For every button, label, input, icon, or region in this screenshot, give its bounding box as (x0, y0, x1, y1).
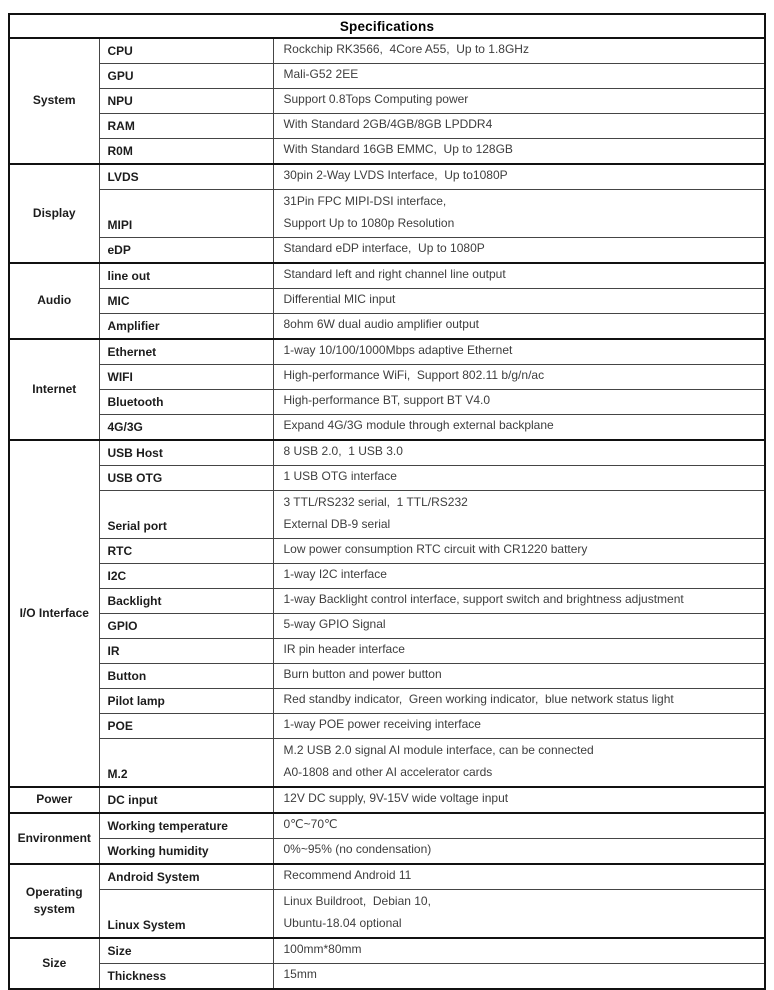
spec-item-value-android-system (273, 864, 765, 890)
spec-item-value-button (273, 664, 765, 689)
spec-row-r0m (9, 139, 765, 165)
spec-item-value-linux-system (273, 890, 765, 939)
specifications-table-body (9, 14, 765, 989)
spec-item-value-ethernet (273, 339, 765, 365)
spec-item-value-npu (273, 89, 765, 114)
spec-item-value-cpu (273, 38, 765, 64)
spec-item-value-i2c (273, 564, 765, 589)
spec-item-label-working-humidity: Working humidity (99, 839, 273, 865)
spec-value-line: Differential MIC input (283, 292, 396, 306)
spec-row-working-humidity (9, 839, 765, 865)
spec-row-line-out (9, 263, 765, 289)
spec-item-value-rtc (273, 539, 765, 564)
spec-item-label-gpio: GPIO (99, 614, 273, 639)
spec-value-line: Ubuntu-18.04 optional (283, 916, 402, 930)
spec-item-label-size: Size (99, 938, 273, 964)
spec-row-bluetooth (9, 390, 765, 415)
spec-item-label-ethernet: Ethernet (99, 339, 273, 365)
spec-item-label-amplifier: Amplifier (99, 314, 273, 340)
category-cell-internet: Internet (9, 339, 99, 440)
spec-value-line: 8 USB 2.0, 1 USB 3.0 (283, 444, 403, 458)
spec-row-i2c (9, 564, 765, 589)
category-cell-audio: Audio (9, 263, 99, 339)
specifications-table (8, 13, 766, 990)
spec-row-dc-input (9, 787, 765, 813)
spec-value-line: Standard left and right channel line output (283, 267, 506, 281)
spec-row-edp (9, 238, 765, 264)
spec-item-value-ram (273, 114, 765, 139)
spec-row-gpio (9, 614, 765, 639)
spec-row-linux-system (9, 890, 765, 939)
spec-value-line: Expand 4G/3G module through external backplane (283, 418, 554, 432)
spec-value-line: M.2 USB 2.0 signal AI module interface, can be connected (283, 743, 594, 757)
spec-value-line: 100mm*80mm (283, 942, 362, 956)
spec-item-label-thickness: Thickness (99, 964, 273, 990)
spec-row-rtc (9, 539, 765, 564)
spec-row-size (9, 938, 765, 964)
spec-item-label-r0m: R0M (99, 139, 273, 165)
spec-value-line: 1-way 10/100/1000Mbps adaptive Ethernet (283, 343, 513, 357)
spec-row-cpu (9, 38, 765, 64)
spec-item-label-m-2: M.2 (99, 739, 273, 788)
spec-value-line: Low power consumption RTC circuit with CR1220 battery (283, 542, 588, 556)
spec-item-value-poe (273, 714, 765, 739)
spec-item-value-mic (273, 289, 765, 314)
spec-item-label-ram: RAM (99, 114, 273, 139)
spec-value-line: 0℃~70℃ (283, 817, 338, 831)
spec-item-value-thickness (273, 964, 765, 990)
spec-item-label-button: Button (99, 664, 273, 689)
spec-row-amplifier (9, 314, 765, 340)
spec-item-value-gpu (273, 64, 765, 89)
spec-item-value-working-humidity (273, 839, 765, 865)
spec-row-4g-3g (9, 415, 765, 441)
spec-row-ram (9, 114, 765, 139)
spec-value-line: Red standby indicator, Green working indicator, blue network status light (283, 692, 674, 706)
spec-item-label-lvds: LVDS (99, 164, 273, 190)
spec-row-button (9, 664, 765, 689)
spec-value-line: High-performance WiFi, Support 802.11 b/g/n/ac (283, 368, 545, 382)
spec-value-line: 30pin 2-Way LVDS Interface, Up to1080P (283, 168, 508, 182)
title-row (9, 14, 765, 38)
spec-item-label-mipi: MIPI (99, 190, 273, 238)
spec-item-label-poe: POE (99, 714, 273, 739)
spec-item-value-edp (273, 238, 765, 264)
spec-value-line: 1 USB OTG interface (283, 469, 397, 483)
spec-item-value-usb-host (273, 440, 765, 466)
spec-item-label-ir: IR (99, 639, 273, 664)
spec-item-label-pilot-lamp: Pilot lamp (99, 689, 273, 714)
spec-row-working-temperature (9, 813, 765, 839)
spec-value-line: A0-1808 and other AI accelerator cards (283, 765, 493, 779)
spec-item-label-working-temperature: Working temperature (99, 813, 273, 839)
spec-row-lvds (9, 164, 765, 190)
spec-value-line: 1-way I2C interface (283, 567, 387, 581)
spec-item-label-dc-input: DC input (99, 787, 273, 813)
spec-item-value-wifi (273, 365, 765, 390)
spec-row-gpu (9, 64, 765, 89)
spec-item-label-wifi: WIFI (99, 365, 273, 390)
spec-item-label-gpu: GPU (99, 64, 273, 89)
spec-item-label-bluetooth: Bluetooth (99, 390, 273, 415)
spec-row-usb-otg (9, 466, 765, 491)
category-cell-i-o-interface: I/O Interface (9, 440, 99, 787)
spec-row-wifi (9, 365, 765, 390)
spec-item-label-usb-otg: USB OTG (99, 466, 273, 491)
spec-item-value-lvds (273, 164, 765, 190)
spec-item-value-size (273, 938, 765, 964)
spec-item-value-4g-3g (273, 415, 765, 441)
spec-item-label-mic: MIC (99, 289, 273, 314)
spec-value-line: 1-way POE power receiving interface (283, 717, 481, 731)
spec-row-ethernet (9, 339, 765, 365)
spec-value-line: 5-way GPIO Signal (283, 617, 386, 631)
spec-value-line: Burn button and power button (283, 667, 442, 681)
table-title: Specifications (9, 14, 765, 38)
spec-item-label-npu: NPU (99, 89, 273, 114)
category-cell-power: Power (9, 787, 99, 813)
spec-item-value-pilot-lamp (273, 689, 765, 714)
spec-item-value-amplifier (273, 314, 765, 340)
category-cell-operating-system: Operating system (9, 864, 99, 938)
spec-row-ir (9, 639, 765, 664)
spec-item-label-line-out: line out (99, 263, 273, 289)
spec-value-line: With Standard 16GB EMMC, Up to 128GB (283, 142, 513, 156)
spec-value-line: 3 TTL/RS232 serial, 1 TTL/RS232 (283, 495, 468, 509)
spec-value-line: 8ohm 6W dual audio amplifier output (283, 317, 479, 331)
spec-row-android-system (9, 864, 765, 890)
spec-row-mipi (9, 190, 765, 238)
spec-value-line: Linux Buildroot, Debian 10, (283, 894, 431, 908)
spec-item-label-rtc: RTC (99, 539, 273, 564)
spec-item-label-android-system: Android System (99, 864, 273, 890)
category-cell-display: Display (9, 164, 99, 263)
spec-item-value-bluetooth (273, 390, 765, 415)
spec-item-value-backlight (273, 589, 765, 614)
spec-row-usb-host (9, 440, 765, 466)
spec-item-label-cpu: CPU (99, 38, 273, 64)
spec-item-label-i2c: I2C (99, 564, 273, 589)
spec-value-line: IR pin header interface (283, 642, 405, 656)
spec-item-value-line-out (273, 263, 765, 289)
spec-value-line: With Standard 2GB/4GB/8GB LPDDR4 (283, 117, 493, 131)
spec-value-line: 1-way Backlight control interface, support switch and brightness adjustment (283, 592, 684, 606)
spec-row-pilot-lamp (9, 689, 765, 714)
spec-value-line: 15mm (283, 967, 317, 981)
spec-row-mic (9, 289, 765, 314)
spec-row-m-2 (9, 739, 765, 788)
spec-value-line: Standard eDP interface, Up to 1080P (283, 241, 485, 255)
spec-item-label-serial-port: Serial port (99, 491, 273, 539)
spec-value-line: Recommend Android 11 (283, 868, 412, 882)
spec-row-poe (9, 714, 765, 739)
category-cell-environment: Environment (9, 813, 99, 864)
spec-item-value-mipi (273, 190, 765, 238)
spec-row-serial-port (9, 491, 765, 539)
spec-row-thickness (9, 964, 765, 990)
spec-value-line: Rockchip RK3566, 4Core A55, Up to 1.8GHz (283, 42, 529, 56)
spec-value-line: Support Up to 1080p Resolution (283, 216, 455, 230)
spec-value-line: Mali-G52 2EE (283, 67, 359, 81)
spec-item-value-ir (273, 639, 765, 664)
spec-item-label-edp: eDP (99, 238, 273, 264)
spec-item-label-linux-system: Linux System (99, 890, 273, 939)
spec-value-line: External DB-9 serial (283, 517, 391, 531)
spec-item-value-gpio (273, 614, 765, 639)
spec-item-label-4g-3g: 4G/3G (99, 415, 273, 441)
spec-item-value-serial-port (273, 491, 765, 539)
spec-item-label-usb-host: USB Host (99, 440, 273, 466)
spec-item-value-usb-otg (273, 466, 765, 491)
spec-item-value-dc-input (273, 787, 765, 813)
spec-value-line: 12V DC supply, 9V-15V wide voltage input (283, 791, 509, 805)
spec-item-value-m-2 (273, 739, 765, 788)
spec-item-value-r0m (273, 139, 765, 165)
spec-value-line: Support 0.8Tops Computing power (283, 92, 469, 106)
spec-value-line: High-performance BT, support BT V4.0 (283, 393, 491, 407)
spec-value-line: 31Pin FPC MIPI-DSI interface, (283, 194, 447, 208)
spec-item-value-working-temperature (273, 813, 765, 839)
category-cell-size: Size (9, 938, 99, 989)
spec-value-line: 0%~95% (no condensation) (283, 842, 432, 856)
spec-row-npu (9, 89, 765, 114)
category-cell-system: System (9, 38, 99, 164)
spec-row-backlight (9, 589, 765, 614)
spec-item-label-backlight: Backlight (99, 589, 273, 614)
